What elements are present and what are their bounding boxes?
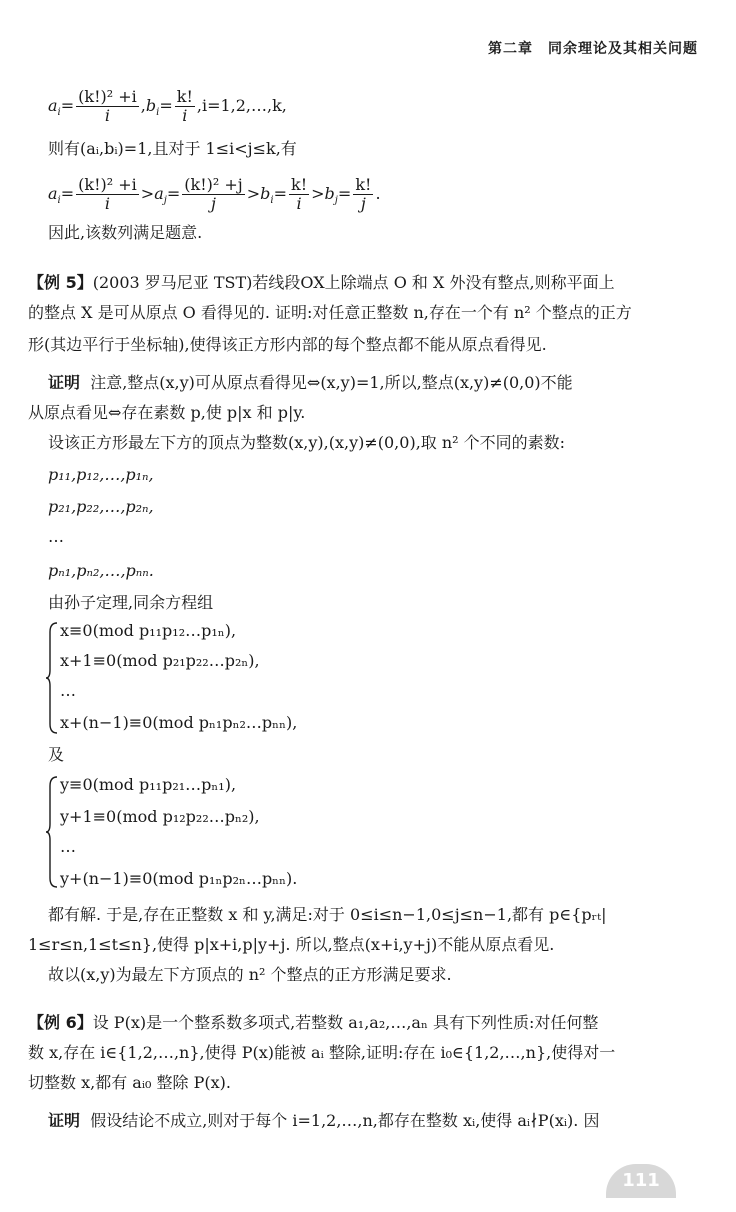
page-number-badge bbox=[606, 1164, 676, 1198]
left-brace bbox=[46, 622, 58, 734]
fraction: $\frac{k!}{i}$ bbox=[176, 87, 193, 125]
proof-5-after-3: 故以(x,y)为最左下方顶点的 n² 个整点的正方形满足要求. bbox=[48, 965, 452, 984]
primes-row-2: p₂₁,p₂₂,…,p₂ₙ, bbox=[48, 497, 154, 516]
formula-line-1: $a_i=$ $\frac{\text{(k!)² +i}}{i}$ $,b_i=$ $\frac{k!}{i}$ ,i=1,2,…,k, bbox=[48, 87, 287, 125]
example-5-line-2: 的整点 X 是可从原点 O 看得见的. 证明:对任意正整数 n,存在一个有 n² 个整点的正方 bbox=[28, 303, 632, 322]
running-header: 第二章 同余理论及其相关问题 bbox=[488, 41, 698, 57]
text-line: 则有(aᵢ,bᵢ)=1,且对于 1≤i<j≤k,有 bbox=[48, 139, 297, 158]
crt-line: 由孙子定理,同余方程组 bbox=[48, 593, 214, 612]
text-line: 因此,该数列满足题意. bbox=[48, 223, 203, 242]
formula-tail: ,i=1,2,…,k, bbox=[196, 96, 287, 115]
congruence-x-n: x+(n−1)≡0(mod pₙ₁pₙ₂…pₙₙ), bbox=[60, 713, 298, 732]
congruence-y-2: y+1≡0(mod p₁₂p₂₂…pₙ₂), bbox=[60, 807, 260, 826]
proof-5-line-1: 证明 注意,整点(x,y)可从原点看得见⇔(x,y)=1,所以,整点(x,y)≠(0,0)不能 bbox=[48, 373, 573, 392]
congruence-y-dots: … bbox=[60, 837, 76, 856]
proof-5-after-2: 1≤r≤n,1≤t≤n},使得 p|x+i,p|y+j. 所以,整点(x+i,y+j)不能从原点看见. bbox=[28, 935, 555, 954]
example-tag: 【例 6】 bbox=[28, 1013, 93, 1032]
fraction: $\frac{\text{(k!)² +i}}{i}$ bbox=[78, 87, 137, 125]
congruence-x-1: x≡0(mod p₁₁p₁₂…p₁ₙ), bbox=[60, 621, 237, 640]
proof-label: 证明 bbox=[48, 1111, 81, 1130]
example-6-line-1: 【例 6】设 P(x)是一个整系数多项式,若整数 a₁,a₂,…,aₙ 具有下列性质:对任何整 bbox=[28, 1013, 599, 1032]
congruence-y-1: y≡0(mod p₁₁p₂₁…pₙ₁), bbox=[60, 775, 237, 794]
proof-6-line-1: 证明 假设结论不成立,则对于每个 i=1,2,…,n,都存在整数 xᵢ,使得 aᵢ∤P(xᵢ). 因 bbox=[48, 1111, 600, 1130]
primes-dots: … bbox=[48, 527, 64, 546]
example-5-line-3: 形(其边平行于坐标轴),使得该正方形内部的每个整点都不能从原点看得见. bbox=[28, 335, 547, 354]
example-5-line-1: 【例 5】(2003 罗马尼亚 TST)若线段OX上除端点 O 和 X 外没有整点,则称平面上 bbox=[28, 273, 615, 292]
primes-row-1: p₁₁,p₁₂,…,p₁ₙ, bbox=[48, 465, 154, 484]
formula-line-3: $a_i=$ $\frac{\text{(k!)² +i}}{i}$ $>a_j=$ $\frac{\text{(k!)² +j}}{j}$ $>b_i=$ $\frac{k!}{i}$ $>b_j=$ $\frac{k!}{j}$ . bbox=[48, 175, 381, 213]
left-brace bbox=[46, 776, 58, 888]
proof-5-line-2: 从原点看见⇔存在素数 p,使 p|x 和 p|y. bbox=[28, 403, 306, 422]
example-6-line-2: 数 x,存在 i∈{1,2,…,n},使得 P(x)能被 aᵢ 整除,证明:存在 i₀∈{1,2,…,n},使得对一 bbox=[28, 1043, 616, 1062]
primes-row-n: pₙ₁,pₙ₂,…,pₙₙ. bbox=[48, 561, 154, 580]
congruence-y-n: y+(n−1)≡0(mod p₁ₙp₂ₙ…pₙₙ). bbox=[60, 869, 298, 888]
example-tag: 【例 5】 bbox=[28, 273, 93, 292]
page-number: 111 bbox=[622, 1170, 660, 1191]
proof-label: 证明 bbox=[48, 373, 81, 392]
proof-5-after-1: 都有解. 于是,存在正整数 x 和 y,满足:对于 0≤i≤n−1,0≤j≤n−1,都有 p∈{pᵣₜ| bbox=[48, 905, 607, 924]
and-line: 及 bbox=[48, 745, 65, 764]
congruence-x-dots: … bbox=[60, 681, 76, 700]
example-6-line-3: 切整数 x,都有 aᵢ₀ 整除 P(x). bbox=[28, 1073, 231, 1092]
proof-5-line-3: 设该正方形最左下方的顶点为整数(x,y),(x,y)≠(0,0),取 n² 个不同的素数: bbox=[48, 433, 566, 452]
congruence-x-2: x+1≡0(mod p₂₁p₂₂…p₂ₙ), bbox=[60, 651, 260, 670]
